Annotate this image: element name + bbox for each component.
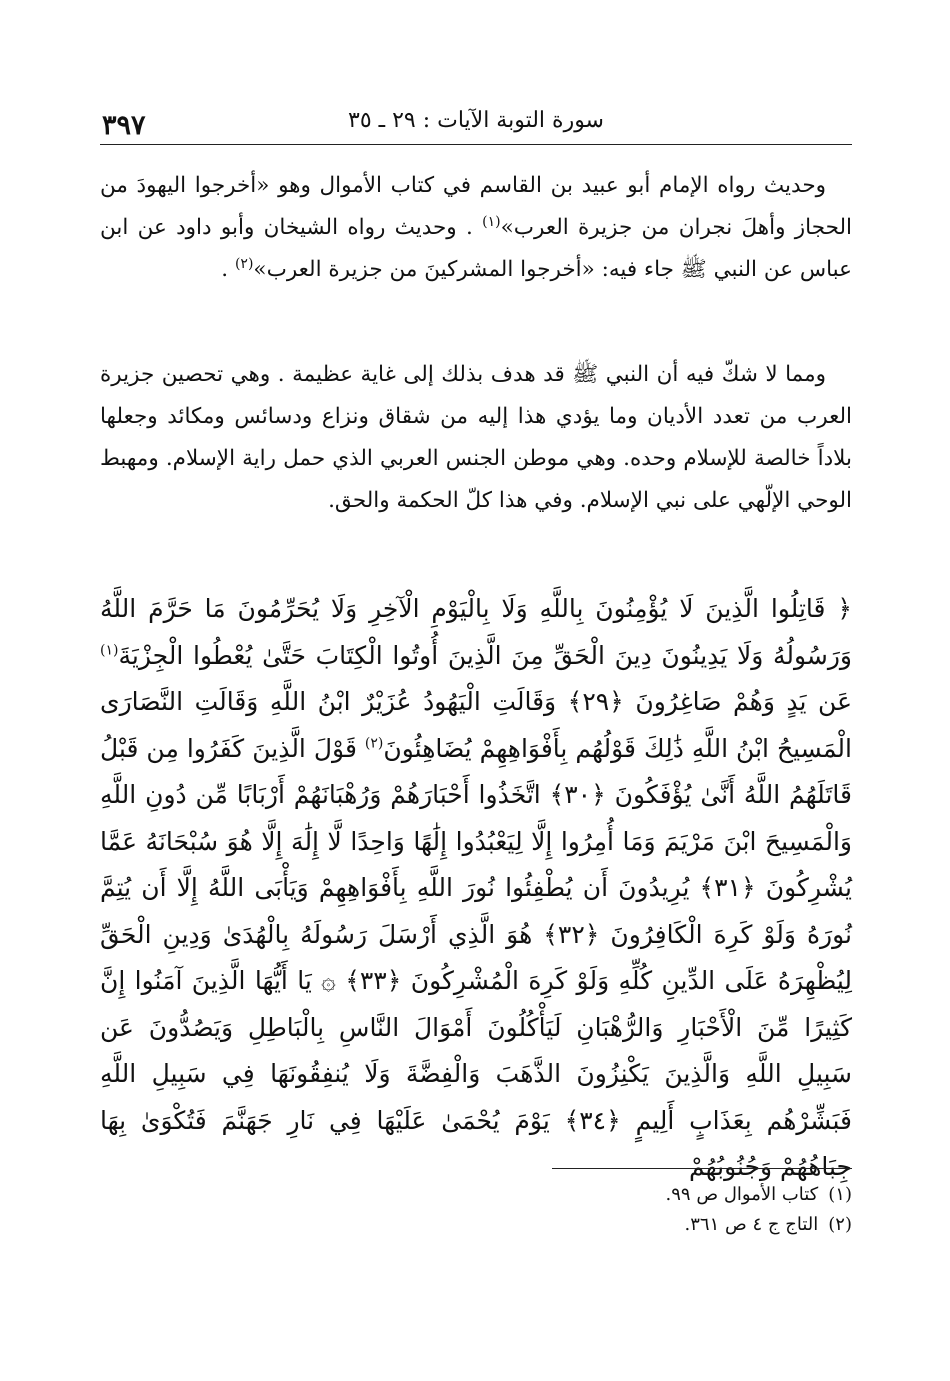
paragraph-1-text-2: . وحديث رواه الشيخان وأبو داود عن ابن عباس عن النبي ﷺ جاء فيه: «أخرجوا المشركينَ من جزيرة العرب»	[100, 215, 852, 282]
page-header	[100, 104, 852, 145]
footnote-ref-1: (١)	[482, 213, 501, 230]
footnote-item	[100, 1210, 852, 1240]
verse-part-3: قَوْلَ الَّذِينَ كَفَرُوا مِن قَبْلُ قَاتَلَهُمُ اللَّهُ أَنَّىٰ يُؤْفَكُونَ ﴿٣٠﴾ اتَّخَذُوا أَحْبَارَهُمْ وَرُهْبَانَهُمْ أَرْبَابًا مِّن دُونِ اللَّهِ وَالْمَسِيحَ ابْنَ مَرْيَمَ وَمَا أُمِرُوا إِلَّا لِيَعْبُدُوا إِلَٰهًا وَاحِدًا لَّا إِلَٰهَ إِلَّا هُوَ سُبْحَانَهُ عَمَّا يُشْرِكُونَ ﴿٣١﴾ يُرِيدُونَ أَن يُطْفِئُوا نُورَ اللَّهِ بِأَفْوَاهِهِمْ وَيَأْبَى اللَّهُ إِلَّا أَن يُتِمَّ نُورَهُ وَلَوْ كَرِهَ الْكَافِرُونَ ﴿٣٢﴾ هُوَ الَّذِي أَرْسَلَ رَسُولَهُ بِالْهُدَىٰ وَدِينِ الْحَقِّ لِيُظْهِرَهُ عَلَى الدِّينِ كُلِّهِ وَلَوْ كَرِهَ الْمُشْرِكُونَ ﴿٣٣﴾ ۞ يَا أَيُّهَا الَّذِينَ آمَنُوا إِنَّ كَثِيرًا مِّنَ الْأَحْبَارِ وَالرُّهْبَانِ لَيَأْكُلُونَ أَمْوَالَ النَّاسِ بِالْبَاطِلِ وَيَصُدُّونَ عَن سَبِيلِ اللَّهِ وَالَّذِينَ يَكْنِزُونَ الذَّهَبَ وَالْفِضَّةَ وَلَا يُنفِقُونَهَا فِي سَبِيلِ اللَّهِ فَبَشِّرْهُم بِعَذَابٍ أَلِيمٍ ﴿٣٤﴾ يَوْمَ يُحْمَىٰ عَلَيْهَا فِي نَارِ جَهَنَّمَ فَتُكْوَىٰ بِهَا جِبَاهُهُمْ وَجُنُوبُهُمْ	[100, 733, 853, 1181]
quran-verse-block	[100, 586, 852, 1191]
footnote-ref-2: (٢)	[234, 255, 254, 272]
footnote-number: (٢)	[828, 1214, 852, 1235]
footnote-text: كتاب الأموال ص ٩٩.	[665, 1184, 819, 1205]
footnote-divider	[552, 1168, 852, 1169]
footnote-item	[100, 1180, 852, 1210]
verse-part-1: ﴿ قَاتِلُوا الَّذِينَ لَا يُؤْمِنُونَ بِاللَّهِ وَلَا بِالْيَوْمِ الْآخِرِ وَلَا يُحَرِّمُونَ مَا حَرَّمَ اللَّهُ وَرَسُولُهُ وَلَا يَدِينُونَ دِينَ الْحَقِّ مِنَ الَّذِينَ أُوتُوا الْكِتَابَ حَتَّىٰ يُعْطُوا الْجِزْيَةَ	[100, 594, 852, 670]
verse-part-2: عَن يَدٍ وَهُمْ صَاغِرُونَ ﴿٢٩﴾ وَقَالَتِ الْيَهُودُ عُزَيْرٌ ابْنُ اللَّهِ وَقَالَتِ النَّصَارَى الْمَسِيحُ ابْنُ اللَّهِ ذَٰلِكَ قَوْلُهُم بِأَفْوَاهِهِمْ يُضَاهِئُونَ	[100, 687, 852, 763]
footnote-number: (١)	[828, 1184, 852, 1205]
footnotes	[100, 1180, 852, 1240]
paragraph-1-text-3: .	[221, 257, 235, 282]
paragraph-2-text: ومما لا شكّ فيه أن النبي ﷺ قد هدف بذلك إلى غاية عظيمة . وهي تحصين جزيرة العرب من تعدد الأديان وما يؤدي هذا إليه من شقاق ونزاع ودسائس ومكائد وجعلها بلاداً خالصة للإسلام وحده. وهي موطن الجنس العربي الذي حمل راية الإسلام. ومهبط الوحي الإلّهي على نبي الإسلام. وفي هذا كلّ الحكمة والحق.	[100, 362, 852, 513]
verse-footnote-ref-1: (١)	[100, 642, 119, 659]
commentary-paragraph-2	[100, 354, 852, 522]
verse-footnote-ref-2: (٢)	[364, 735, 384, 752]
running-title: سورة التوبة الآيات : ٢٩ ـ ٣٥	[348, 108, 604, 133]
footnote-text: التاج ج ٤ ص ٣٦١.	[684, 1214, 819, 1235]
paragraph-1-text: وحديث رواه الإمام أبو عبيد بن القاسم في كتاب الأموال وهو «أخرجوا اليهودَ من الحجاز وأهلَ نجران من جزيرة العرب»	[100, 173, 852, 240]
commentary-paragraph-1	[100, 165, 852, 291]
page-number: ٣٩٧	[102, 110, 146, 141]
